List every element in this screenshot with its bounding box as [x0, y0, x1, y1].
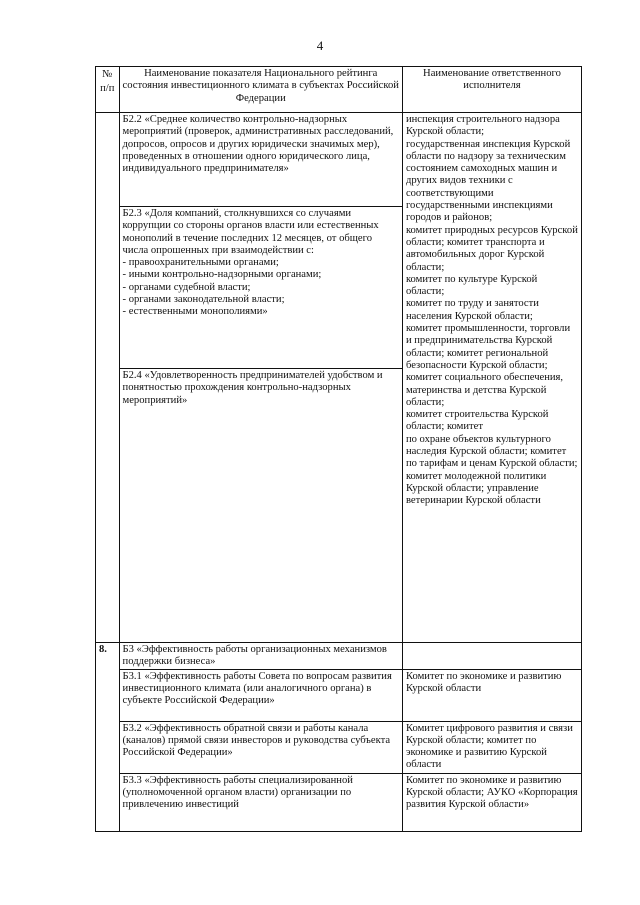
list-item: - органами судебной власти;	[122, 281, 251, 293]
section-number: 8.	[96, 643, 120, 832]
table-row	[96, 643, 582, 670]
indicator-b22: Б2.2 «Среднее количество контрольно-надзорных мероприятий (проверок, административных расследований, допросов, опросов и других юридически значимых мер), проведенных в отношении одного юридического лица, индивидуального предпринимателя»	[119, 113, 402, 207]
responsible-b32: Комитет цифрового развития и связи Курской области; комитет по экономике и развитию Курской области	[402, 721, 581, 773]
table-row	[96, 669, 582, 721]
header-indicator: Наименование показателя Национального рейтинга состояния инвестиционного климата в субъектах Российской Федерации	[119, 67, 402, 113]
responsible-line: инспекция строительного надзора Курской области;	[405, 114, 560, 138]
section-title: Б3 «Эффективность работы организационных механизмов поддержки бизнеса»	[119, 643, 402, 670]
indicator-b32: Б3.2 «Эффективность обратной связи и работы канала (каналов) прямой связи инвесторов и руководства субъекта Российской Федерации»	[119, 721, 402, 773]
responsible-line: комитет промышленности, торговли и предпринимательства Курской области; комитет региональной безопасности Курской области;	[405, 323, 571, 371]
responsible-line: государственная инспекция Курской области по надзору за техническим состоянием самоходных машин и других видов техники с соответствующими государственными инспекциями городов и районов;	[405, 138, 571, 224]
list-item: - естественными монополиями»	[122, 306, 268, 318]
indicator-b23-title: Б2.3 «Доля компаний, столкнувшихся со случаями коррупции со стороны органов власти или естественных монополий в течение последних 12 месяцев, от общего числа опрошенных при взаимодействии с:	[122, 208, 379, 256]
page-number: 4	[316, 38, 324, 53]
indicators-table	[95, 66, 582, 832]
responsible-line: комитет молодежной политики Курской области; управление ветеринарии Курской области	[405, 470, 547, 507]
row-num-cell	[96, 113, 120, 643]
responsible-b33: Комитет по экономике и развитию Курской области; АУКО «Корпорация развития Курской области»	[402, 773, 581, 831]
table-row	[96, 721, 582, 773]
responsible-b31: Комитет по экономике и развитию Курской области	[402, 669, 581, 721]
table-row	[96, 773, 582, 831]
responsible-line: комитет строительства Курской области; комитет	[405, 409, 549, 433]
table-header-row	[96, 67, 582, 113]
responsible-line: комитет социального обеспечения, материнства и детства Курской области;	[405, 372, 564, 408]
section-title-responsible	[402, 643, 581, 670]
indicator-b23	[119, 207, 402, 369]
table-row	[96, 113, 582, 207]
responsible-cell-block1	[402, 113, 581, 643]
list-item: - правоохранительными органами;	[122, 257, 279, 269]
responsible-line: комитет по культуре Курской области;	[405, 273, 538, 298]
indicator-b33: Б3.3 «Эффективность работы специализированной (уполномоченной органом власти) организации по привлечению инвестиций	[119, 773, 402, 831]
indicator-b24: Б2.4 «Удовлетворенность предпринимателей удобством и понятностью прохождения контрольно-надзорных мероприятий»	[119, 369, 402, 643]
responsible-line: комитет природных ресурсов Курской области; комитет транспорта и автомобильных дорог Курской области;	[405, 224, 578, 273]
responsible-line: по охране объектов культурного наследия Курской области; комитет по тарифам и ценам Курской области;	[405, 433, 578, 470]
list-item: - иными контрольно-надзорными органами;	[122, 269, 322, 281]
header-num: № п/п	[96, 67, 120, 113]
header-responsible: Наименование ответственного исполнителя	[402, 67, 581, 113]
list-item: - органами законодательной власти;	[122, 294, 285, 306]
indicator-b31: Б3.1 «Эффективность работы Совета по вопросам развития инвестиционного климата (или аналогичного органа) в субъекте Российской Федерации»	[119, 669, 402, 721]
responsible-line: комитет по труду и занятости населения Курской области;	[405, 298, 539, 322]
